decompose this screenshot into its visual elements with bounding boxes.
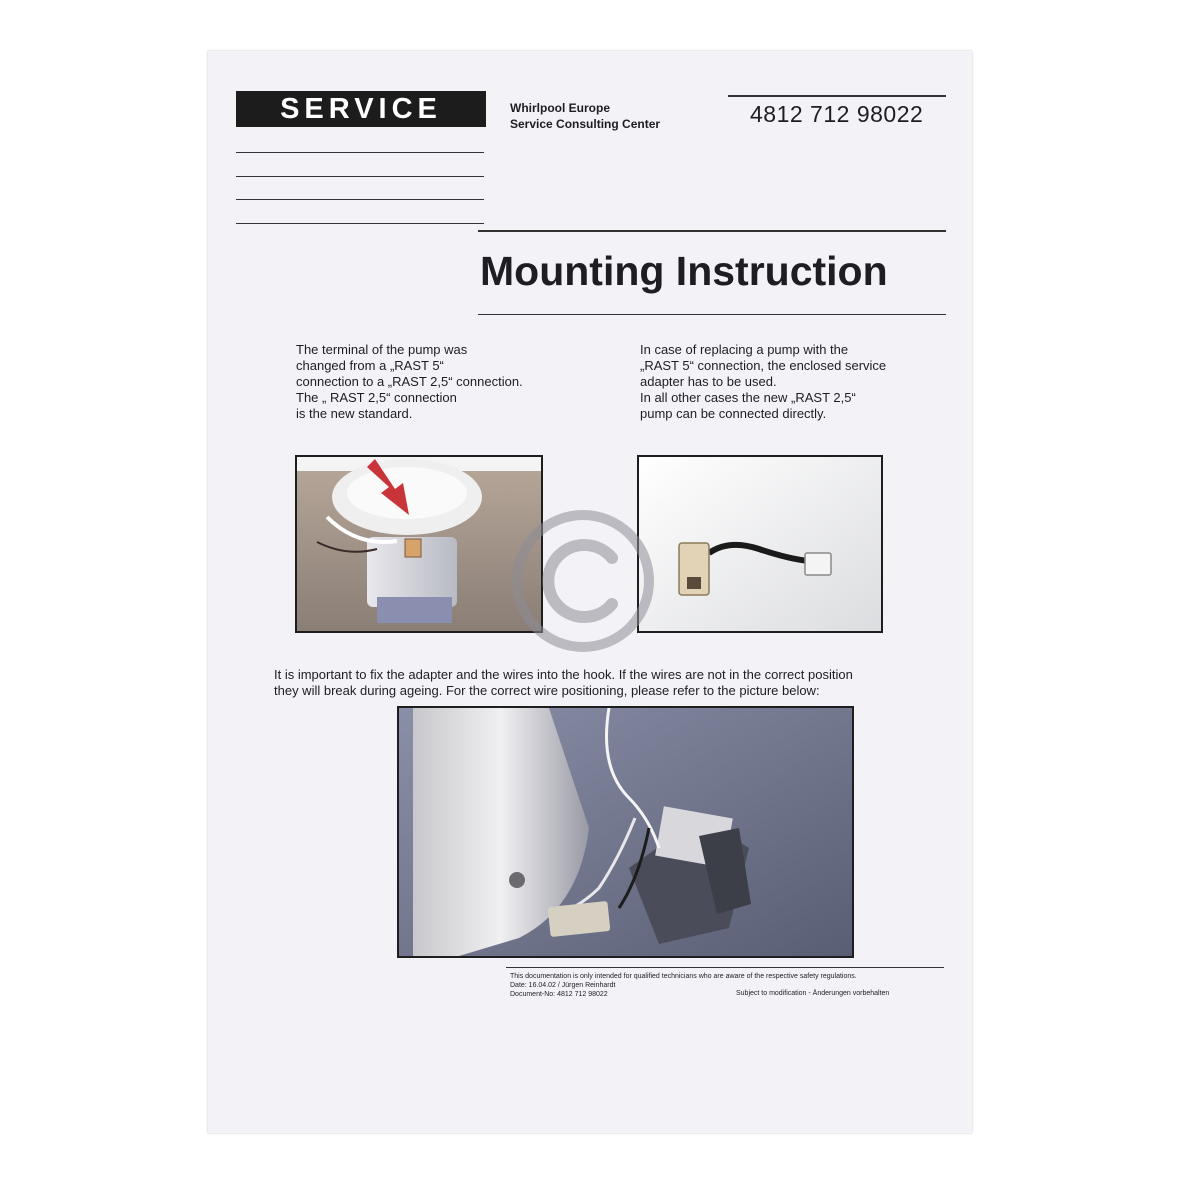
form-line	[236, 152, 484, 153]
text-line: It is important to fix the adapter and the wires into the hook. If the wires are not in the correct position	[274, 667, 853, 682]
text-line: „RAST 5“ connection, the enclosed service	[640, 358, 887, 373]
title-rule-top	[478, 230, 946, 232]
text-line: pump can be connected directly.	[640, 406, 827, 421]
important-note	[274, 667, 853, 699]
text-line: they will break during ageing. For the correct wire positioning, please refer to the picture below:	[274, 683, 820, 698]
company-department: Service Consulting Center	[510, 117, 661, 131]
text-line: connection to a „RAST 2,5“ connection.	[296, 374, 523, 389]
text-line: changed from a „RAST 5“	[296, 358, 444, 373]
service-label: SERVICE	[236, 91, 486, 127]
form-line	[236, 176, 484, 177]
text-line: The „ RAST 2,5“ connection	[296, 390, 457, 405]
wire-positioning-photo	[397, 706, 854, 958]
text-line: In all other cases the new „RAST 2,5“	[640, 390, 856, 405]
text-line: adapter has to be used.	[640, 374, 777, 389]
text-line: In case of replacing a pump with the	[640, 342, 849, 357]
footer-date: Date: 16.04.02 / Jürgen Reinhardt	[510, 982, 616, 989]
right-instruction	[640, 342, 886, 422]
footer-subject: Subject to modification - Änderungen vorbehalten	[736, 990, 890, 997]
service-adapter-photo	[637, 455, 883, 633]
instruction-sheet	[208, 51, 972, 1133]
footer-disclaimer: This documentation is only intended for qualified technicians who are aware of the respective safety regulations.	[510, 973, 857, 980]
form-line	[236, 199, 484, 200]
company-block	[510, 100, 660, 132]
page-title: Mounting Instruction	[480, 248, 888, 294]
title-rule-bottom	[478, 314, 946, 315]
text-line: is the new standard.	[296, 406, 413, 421]
footer-rule	[506, 967, 944, 968]
left-instruction	[296, 342, 523, 422]
form-line	[236, 223, 484, 224]
pump-terminal-photo	[295, 455, 543, 633]
text-line: The terminal of the pump was	[296, 342, 468, 357]
document-number: 4812 712 98022	[750, 101, 924, 127]
footer-document-number: Document-No: 4812 712 98022	[510, 991, 608, 998]
company-name: Whirlpool Europe	[510, 101, 610, 115]
docnum-rule	[728, 95, 946, 97]
